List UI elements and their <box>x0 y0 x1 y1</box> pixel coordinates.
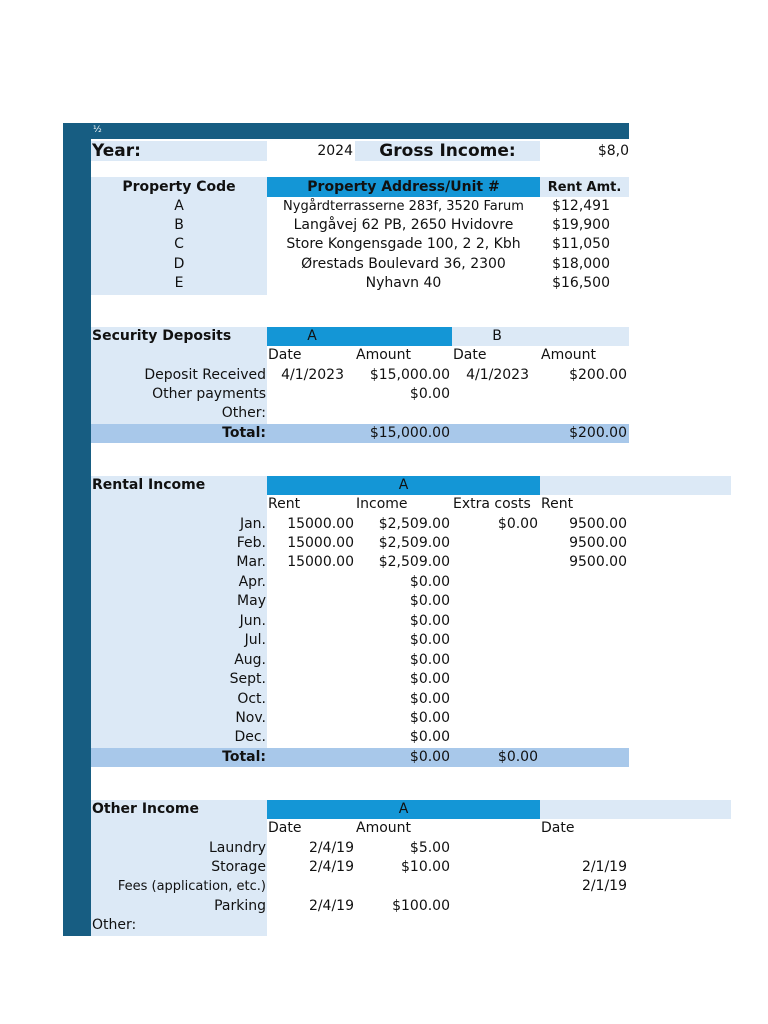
rental-income-jan[interactable]: $2,509.00 <box>378 516 450 532</box>
other-payments-amount-a[interactable]: $0.00 <box>409 386 450 402</box>
property-code-d[interactable]: D <box>173 256 185 272</box>
rental-income-mar[interactable]: $2,509.00 <box>378 554 450 570</box>
deposit-total-b: $200.00 <box>569 425 627 441</box>
other-storage-amount[interactable]: $10.00 <box>401 859 450 875</box>
rental-col-a-header: A <box>398 477 409 493</box>
gross-income-label-cell[interactable] <box>355 141 540 161</box>
rental-income-jun[interactable]: $0.00 <box>409 613 450 629</box>
rental-col-b-bg <box>540 476 731 495</box>
deposit-sub-amount-b: Amount <box>541 347 597 363</box>
property-rent-b[interactable]: $19,900 <box>552 217 610 233</box>
other-laundry-amount[interactable]: $5.00 <box>409 840 450 856</box>
rental-income-feb[interactable]: $2,509.00 <box>378 535 450 551</box>
rental-month-may: May <box>237 593 266 609</box>
other-col-b-bg <box>540 800 731 819</box>
deposit-received-label: Deposit Received <box>144 367 266 383</box>
rental-month-jan: Jan. <box>239 516 266 532</box>
property-address-header: Property Address/Unit # <box>307 179 500 195</box>
deposit-total-label: Total: <box>222 425 266 441</box>
rental-rent-mar[interactable]: 15000.00 <box>287 554 354 570</box>
rental-rent-jan[interactable]: 15000.00 <box>287 516 354 532</box>
deposit-col-a-header: A <box>307 328 317 344</box>
rental-rent-b-jan[interactable]: 9500.00 <box>569 516 627 532</box>
half-mark: ½ <box>93 125 102 135</box>
rental-month-jul: Jul. <box>244 632 266 648</box>
property-address-c[interactable]: Store Kongensgade 100, 2 2, Kbh <box>286 236 521 252</box>
deposit-sub-date-b: Date <box>453 347 487 363</box>
property-rent-e[interactable]: $16,500 <box>552 275 610 291</box>
property-rent-d[interactable]: $18,000 <box>552 256 610 272</box>
deposit-received-date-a[interactable]: 4/1/2023 <box>281 367 344 383</box>
other-sub-date: Date <box>268 820 302 836</box>
security-deposits-title: Security Deposits <box>92 328 232 344</box>
other-laundry-label: Laundry <box>208 840 266 856</box>
rental-month-nov: Nov. <box>235 710 266 726</box>
rental-rent-feb[interactable]: 15000.00 <box>287 535 354 551</box>
deposit-other-label: Other: <box>221 405 266 421</box>
property-code-c[interactable]: C <box>174 236 184 252</box>
property-code-b[interactable]: B <box>174 217 184 233</box>
rental-month-aug: Aug. <box>234 652 266 668</box>
rental-sub-extra-costs: Extra costs <box>453 496 531 512</box>
rental-income-apr[interactable]: $0.00 <box>409 574 450 590</box>
other-fees-date-b[interactable]: 2/1/19 <box>581 878 627 894</box>
gross-income-label: Gross Income: <box>379 141 516 161</box>
year-value[interactable]: 2024 <box>317 143 353 159</box>
other-storage-label: Storage <box>211 859 266 875</box>
rental-month-dec: Dec. <box>234 729 266 745</box>
rental-income-dec[interactable]: $0.00 <box>409 729 450 745</box>
rental-sub-rent-b: Rent <box>541 496 574 512</box>
rental-total-income: $0.00 <box>409 749 450 765</box>
rental-rent-b-mar[interactable]: 9500.00 <box>569 554 627 570</box>
property-address-a[interactable]: Nygårdterrasserne 283f, 3520 Farum <box>283 199 524 214</box>
rental-income-aug[interactable]: $0.00 <box>409 652 450 668</box>
property-code-a[interactable]: A <box>174 198 184 214</box>
rental-rent-b-feb[interactable]: 9500.00 <box>569 535 627 551</box>
other-storage-date[interactable]: 2/4/19 <box>308 859 354 875</box>
deposit-total-a: $15,000.00 <box>369 425 450 441</box>
rental-total-label: Total: <box>222 749 266 765</box>
gross-income-value[interactable]: $8,0 <box>597 143 629 159</box>
deposit-sub-date-a: Date <box>268 347 302 363</box>
rental-month-sept: Sept. <box>229 671 266 687</box>
left-frame-bar <box>63 123 91 936</box>
rental-income-nov[interactable]: $0.00 <box>409 710 450 726</box>
deposit-received-amount-a[interactable]: $15,000.00 <box>369 367 450 383</box>
other-fees-label: Fees (application, etc.) <box>117 879 266 894</box>
rental-extra-jan[interactable]: $0.00 <box>497 516 538 532</box>
rental-month-jun: Jun. <box>239 613 266 629</box>
rental-month-oct: Oct. <box>237 691 266 707</box>
property-rent-a[interactable]: $12,491 <box>552 198 610 214</box>
rental-month-feb: Feb. <box>236 535 266 551</box>
other-parking-date[interactable]: 2/4/19 <box>308 898 354 914</box>
rental-month-mar: Mar. <box>236 554 266 570</box>
rental-sub-rent: Rent <box>268 496 301 512</box>
rental-income-may[interactable]: $0.00 <box>409 593 450 609</box>
top-frame-bar <box>91 123 629 139</box>
property-address-b[interactable]: Langåvej 62 PB, 2650 Hvidovre <box>293 217 514 233</box>
other-parking-amount[interactable]: $100.00 <box>392 898 450 914</box>
other-parking-label: Parking <box>214 898 266 914</box>
other-laundry-date[interactable]: 2/4/19 <box>308 840 354 856</box>
property-rent-c[interactable]: $11,050 <box>552 236 610 252</box>
property-address-d[interactable]: Ørestads Boulevard 36, 2300 <box>301 256 506 272</box>
other-sub-amount: Amount <box>356 820 412 836</box>
deposit-sub-amount-a: Amount <box>356 347 412 363</box>
rental-income-oct[interactable]: $0.00 <box>409 691 450 707</box>
deposit-col-b-header: B <box>492 328 502 344</box>
rental-income-title: Rental Income <box>92 477 206 493</box>
rental-total-extra: $0.00 <box>497 749 538 765</box>
rental-month-apr: Apr. <box>238 574 266 590</box>
other-other-label: Other: <box>92 917 137 933</box>
deposit-received-amount-b[interactable]: $200.00 <box>569 367 627 383</box>
other-sub-date-b: Date <box>541 820 575 836</box>
other-col-a-header: A <box>398 801 409 817</box>
property-code-header: Property Code <box>122 179 236 195</box>
property-address-e[interactable]: Nyhavn 40 <box>365 275 442 291</box>
rental-sub-income: Income <box>356 496 408 512</box>
rent-amt-header: Rent Amt. <box>547 180 622 195</box>
year-label: Year: <box>92 141 141 161</box>
year-label-cell[interactable] <box>91 141 267 161</box>
rental-income-jul[interactable]: $0.00 <box>409 632 450 648</box>
other-storage-date-b[interactable]: 2/1/19 <box>581 859 627 875</box>
property-code-e[interactable]: E <box>174 275 184 291</box>
other-payments-label: Other payments <box>152 386 266 402</box>
deposit-received-date-b[interactable]: 4/1/2023 <box>466 367 529 383</box>
rental-income-sept[interactable]: $0.00 <box>409 671 450 687</box>
other-income-title: Other Income <box>92 801 200 817</box>
